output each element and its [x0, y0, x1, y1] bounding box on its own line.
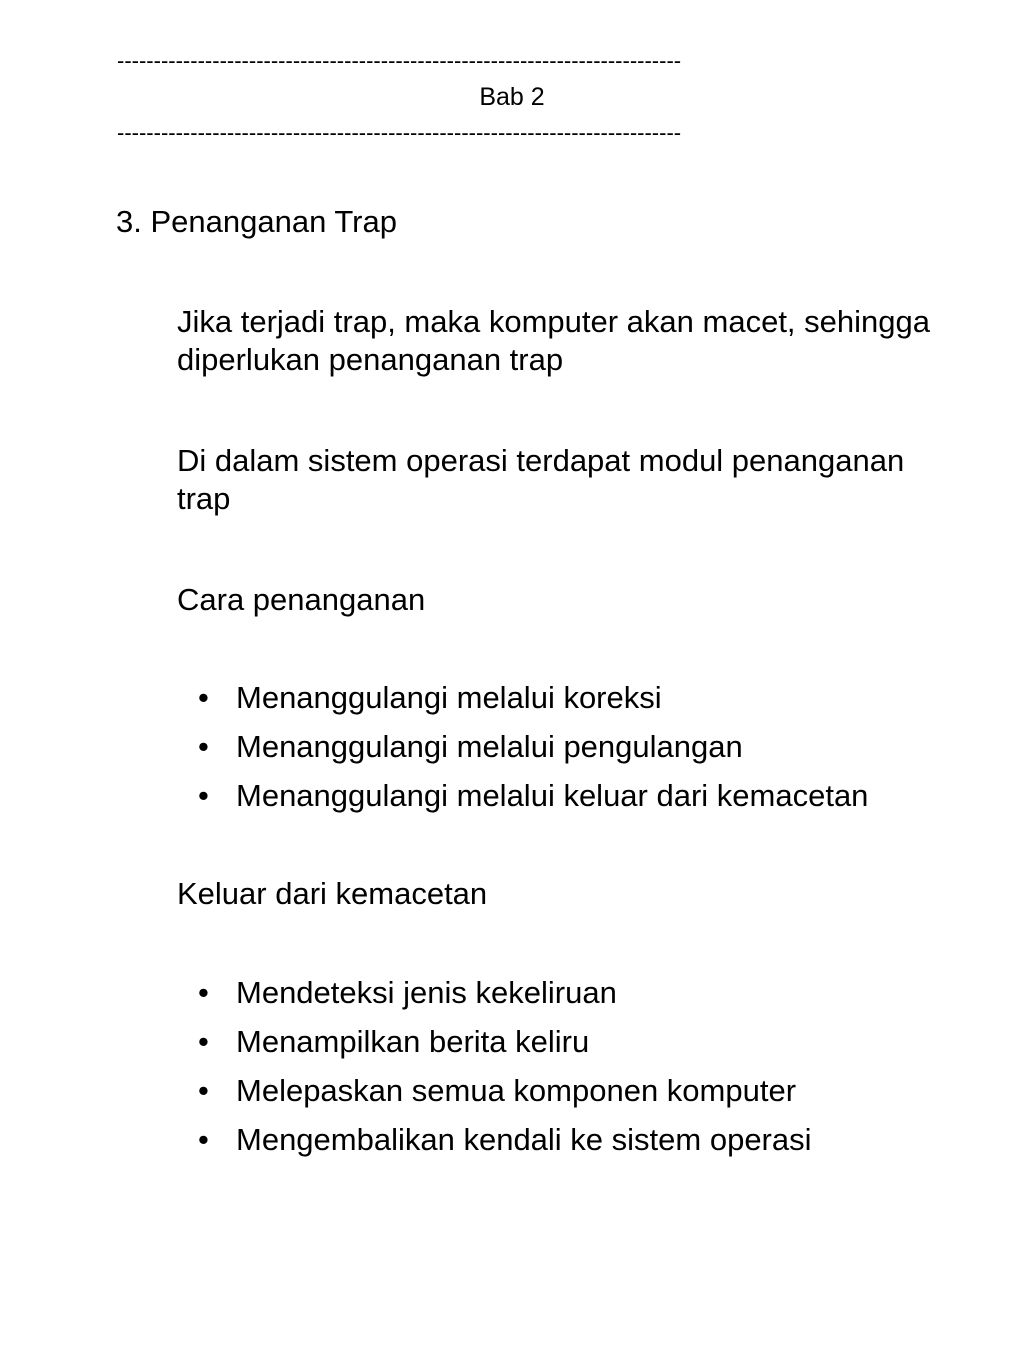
chapter-title: Bab 2 — [479, 83, 545, 111]
header-rule-top: ----------------------------------------------------------------------------- — [117, 48, 682, 73]
list-item-text: Menampilkan berita keliru — [236, 1024, 590, 1059]
bullet-icon: • — [198, 729, 209, 764]
list-item — [198, 968, 812, 1017]
list-item — [198, 771, 868, 820]
list-item — [198, 1115, 812, 1164]
bullet-icon: • — [198, 778, 209, 813]
paragraph-trap-intro: Jika terjadi trap, maka komputer akan macet, sehingga diperlukan penanganan trap — [177, 304, 930, 377]
keluar-kemacetan-list — [198, 968, 812, 1164]
list-item-text: Melepaskan semua komponen komputer — [236, 1073, 797, 1108]
list-item-text: Menanggulangi melalui pengulangan — [236, 729, 743, 764]
paragraph-keluar-kemacetan: Keluar dari kemacetan — [177, 876, 488, 911]
bullet-icon: • — [198, 1122, 209, 1157]
bullet-icon: • — [198, 1024, 209, 1059]
paragraph-cara-penanganan: Cara penanganan — [177, 582, 426, 617]
list-item-text: Menanggulangi melalui keluar dari kemacetan — [236, 778, 869, 813]
bullet-icon: • — [198, 1073, 209, 1108]
list-item-text: Mendeteksi jenis kekeliruan — [236, 975, 617, 1010]
list-item — [198, 722, 868, 771]
cara-penanganan-list — [198, 673, 868, 820]
section-title: 3. Penanganan Trap — [116, 204, 397, 239]
bullet-icon: • — [198, 680, 209, 715]
bullet-icon: • — [198, 975, 209, 1010]
list-item — [198, 673, 868, 722]
list-item-text: Menanggulangi melalui koreksi — [236, 680, 662, 715]
paragraph-module: Di dalam sistem operasi terdapat modul penanganan trap — [177, 443, 905, 516]
header-rule-bottom: ----------------------------------------------------------------------------- — [117, 120, 682, 145]
list-item — [198, 1017, 812, 1066]
list-item-text: Mengembalikan kendali ke sistem operasi — [236, 1122, 812, 1157]
list-item — [198, 1066, 812, 1115]
